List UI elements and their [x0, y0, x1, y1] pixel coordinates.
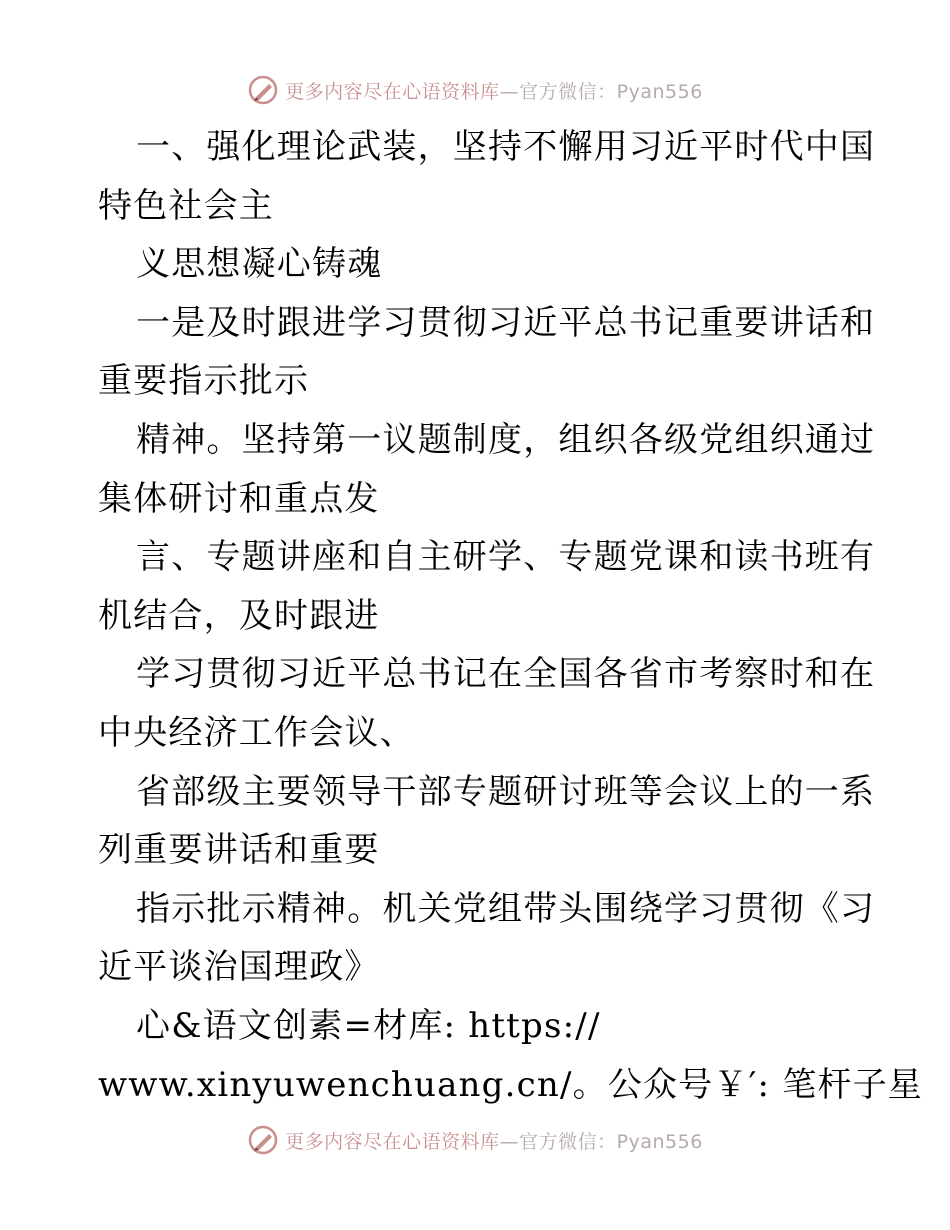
text-line: 重要指示批示	[98, 361, 310, 402]
text-line: 精神。坚持第一议题制度，组织各级党组织通过	[136, 419, 876, 460]
document-body	[98, 118, 924, 1114]
pen-logo-icon	[247, 1124, 279, 1156]
text-line: 中央经济工作会议、	[98, 712, 415, 753]
text-line: 指示批示精神。机关党组带头围绕学习贯彻《习	[136, 888, 876, 929]
text-line: 义思想凝心铸魂	[136, 244, 383, 285]
watermark-suffix: —官方微信：Pyan556	[499, 80, 703, 103]
text-line: 心&语文创素=材库: https://	[136, 1005, 601, 1046]
footer-watermark	[0, 1120, 950, 1160]
text-line: 省部级主要领导干部专题研讨班等会议上的一系	[136, 771, 876, 812]
pen-logo-icon	[247, 74, 279, 106]
header-watermark	[0, 70, 950, 110]
text-line: 机结合，及时跟进	[98, 595, 380, 636]
text-line: 言、专题讲座和自主研学、专题党课和读书班有	[136, 537, 876, 578]
watermark-suffix: —官方微信：Pyan556	[499, 1130, 703, 1153]
text-line: 一是及时跟进学习贯彻习近平总书记重要讲话和	[136, 302, 876, 343]
watermark-prefix: 更多内容尽在心语资料库	[285, 1130, 500, 1153]
text-line: 近平谈治国理政》	[98, 947, 380, 988]
text-line: 特色社会主	[98, 185, 274, 226]
text-line: www.xinyuwenchuang.cn/。公众号￥′: 笔杆子星	[98, 1064, 924, 1105]
watermark-prefix: 更多内容尽在心语资料库	[285, 80, 500, 103]
text-line: 集体研讨和重点发	[98, 478, 380, 519]
text-line: 一、强化理论武装，坚持不懈用习近平时代中国	[136, 127, 876, 167]
text-line: 列重要讲话和重要	[98, 830, 380, 871]
text-line: 学习贯彻习近平总书记在全国各省市考察时和在	[136, 654, 876, 695]
